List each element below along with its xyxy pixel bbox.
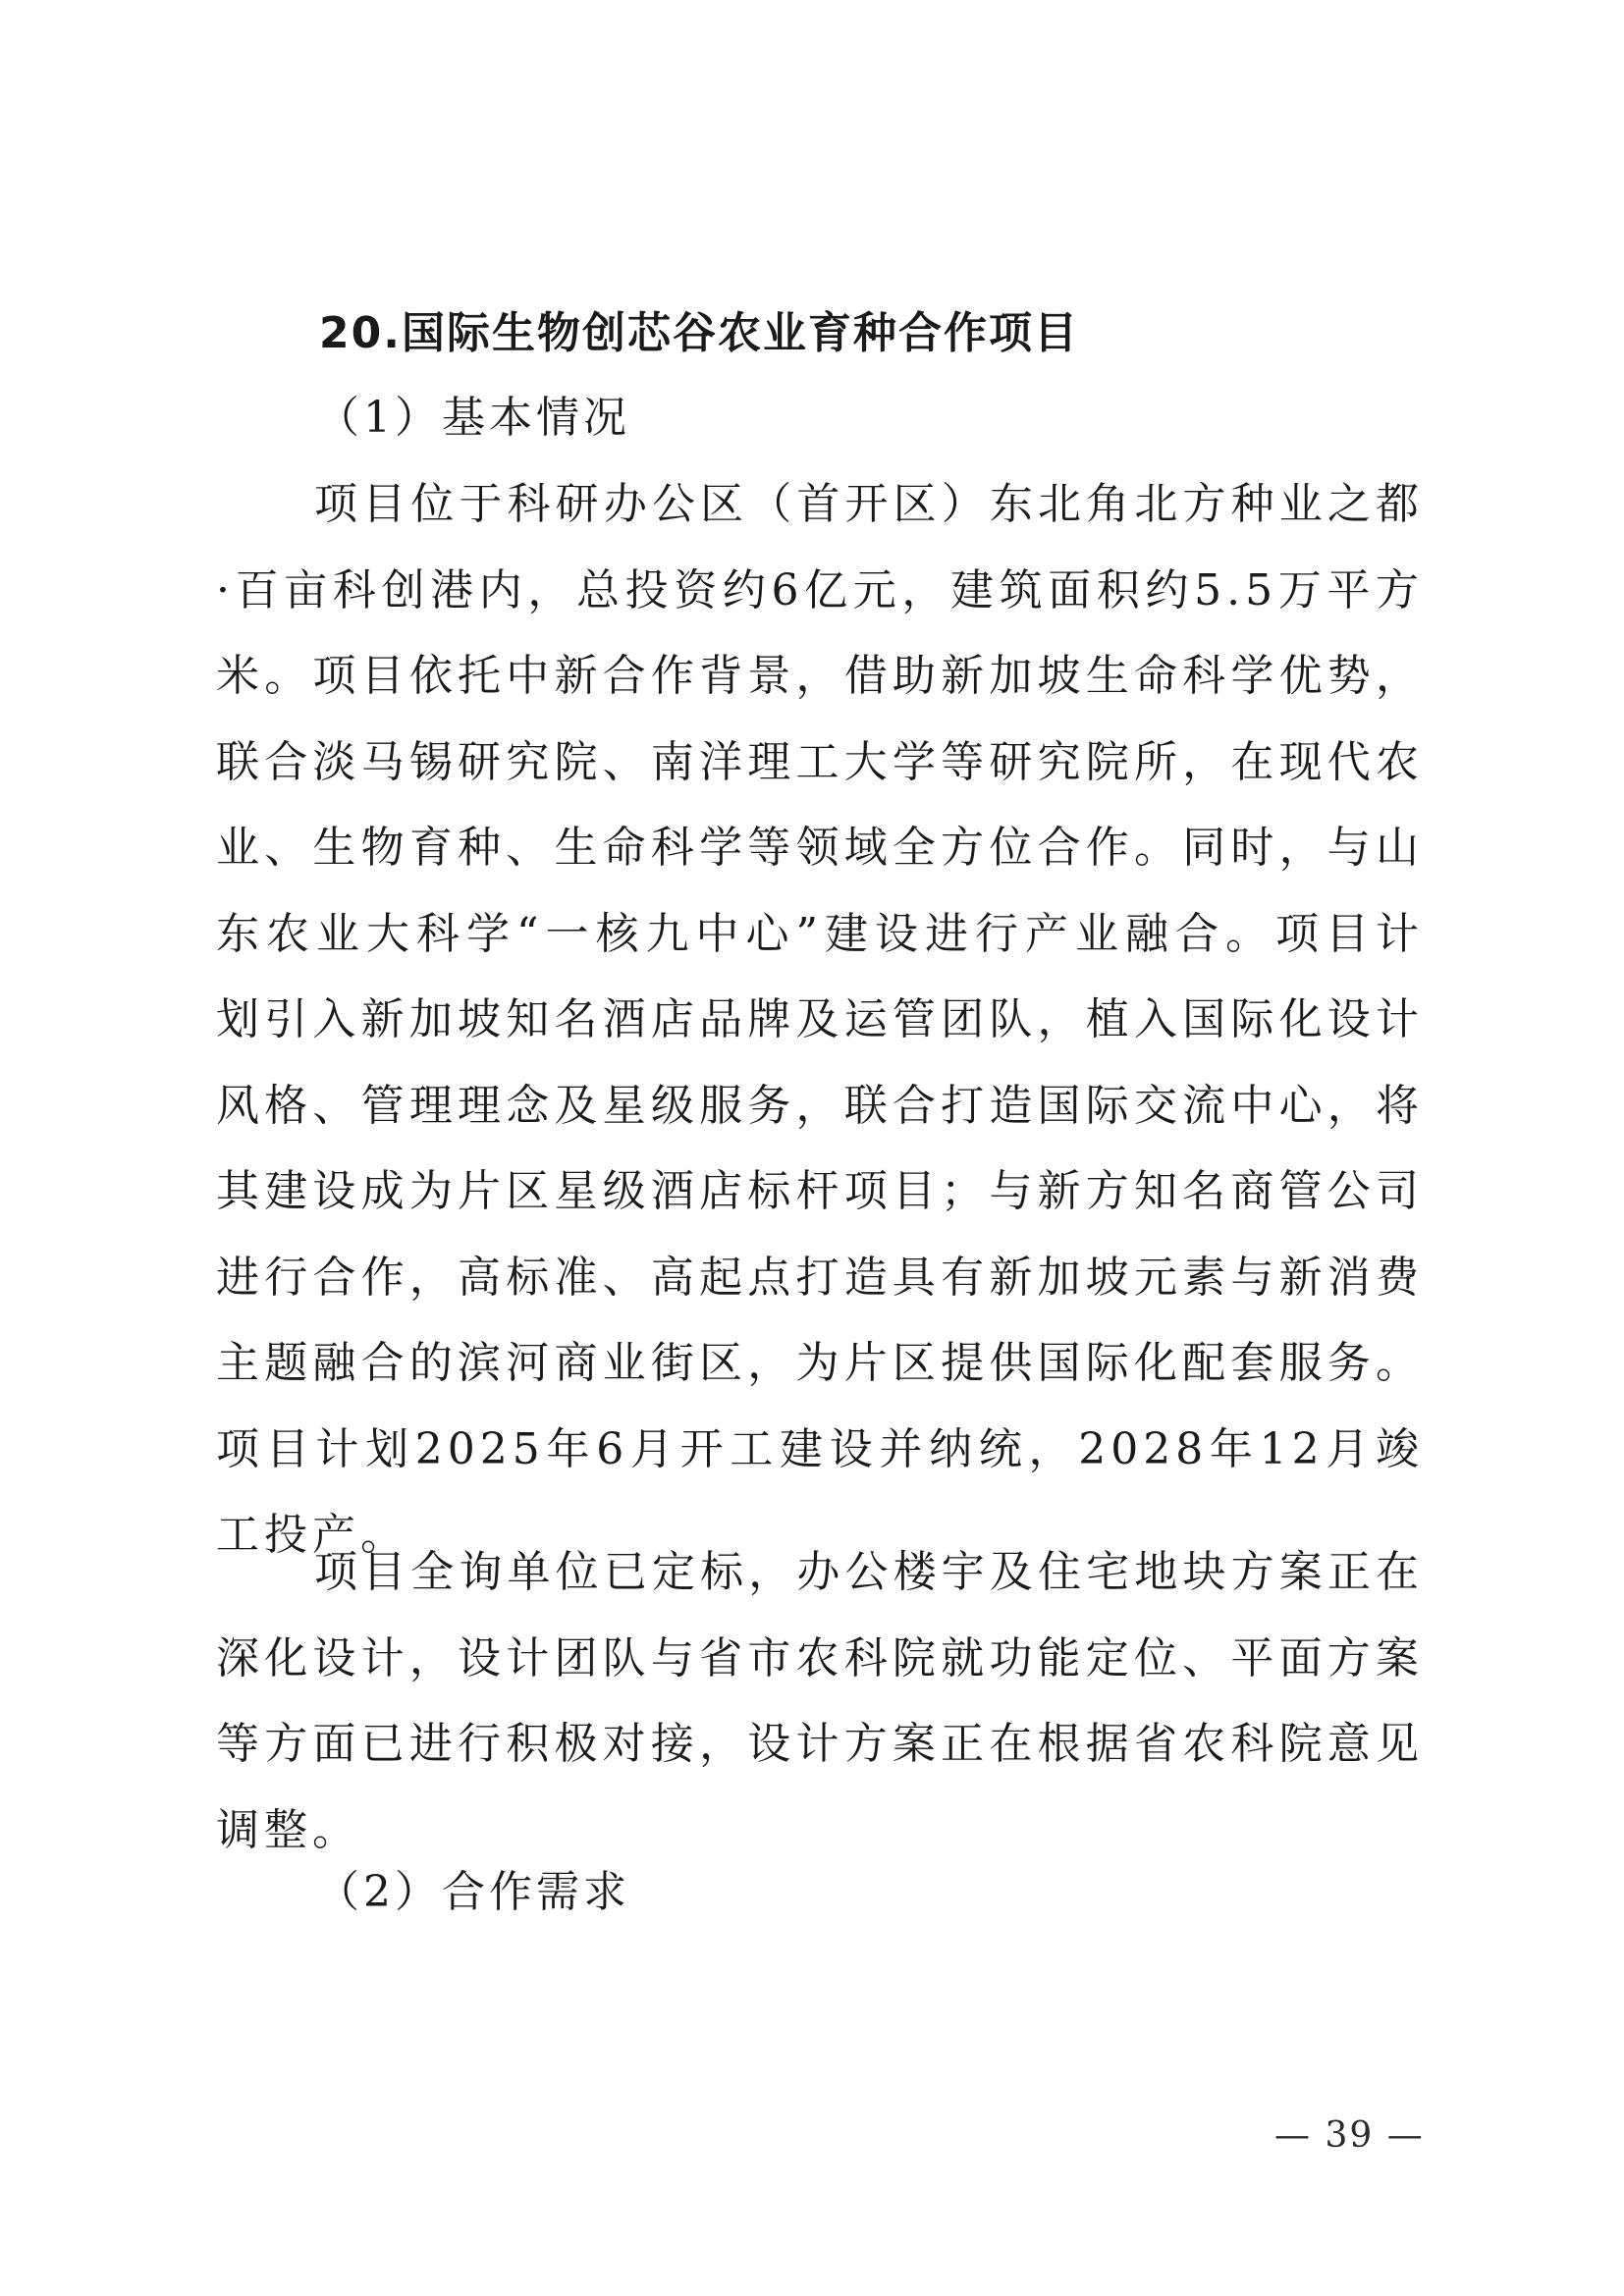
subheading-basic-info: （1）基本情况: [316, 393, 630, 443]
subheading-cooperation-needs: （2）合作需求: [316, 1867, 630, 1917]
paragraph-project-overview: 项目位于科研办公区（首开区）东北角北方种业之都·百亩科创港内，总投资约6亿元，建筑面积约5.5万平方米。项目依托中新合作背景，借助新加坡生命科学优势，联合淡马锡研究院、南洋理工大学等研究院所，在现代农业、生物育种、生命科学等领域全方位合作。同时，与山东农业大科学“一核九中心”建设进行产业融合。项目计划引入新加坡知名酒店品牌及运管团队，植入国际化设计风格、管理理念及星级服务，联合打造国际交流中心，将其建设成为片区星级酒店标杆项目；与新方知名商管公司进行合作，高标准、高起点打造具有新加坡元素与新消费主题融合的滨河商业街区，为片区提供国际化配套服务。项目计划2025年6月开工建设并纳统，2028年12月竣工投产。: [216, 479, 1424, 1560]
section-title: 20.国际生物创芯谷农业育种合作项目: [319, 308, 1079, 358]
page-number: — 39 —: [1274, 2115, 1425, 2156]
paragraph-project-progress: 项目全询单位已定标，办公楼宇及住宅地块方案正在深化设计，设计团队与省市农科院就功能定位、平面方案等方面已进行积极对接，设计方案正在根据省农科院意见调整。: [216, 1547, 1424, 1855]
